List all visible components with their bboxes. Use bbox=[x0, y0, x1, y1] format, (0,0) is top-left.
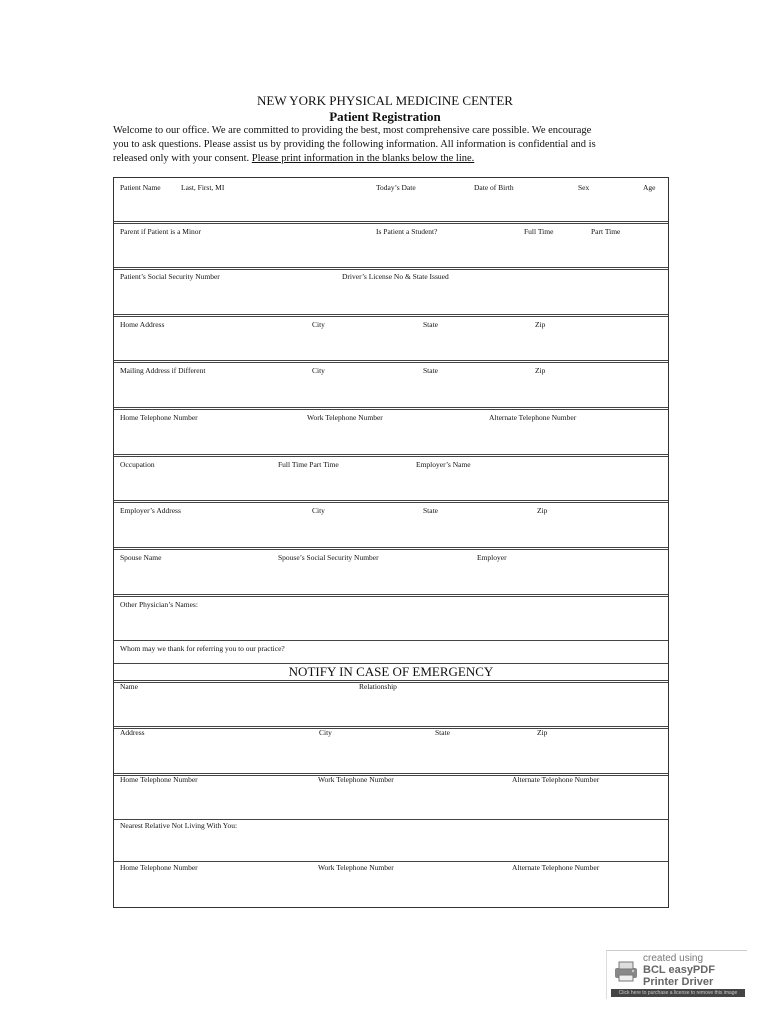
spouse-ssn-label: Spouse’s Social Security Number bbox=[278, 553, 379, 562]
mailing-address-label: Mailing Address if Different bbox=[120, 366, 206, 375]
zip-label: Zip bbox=[535, 320, 546, 329]
intro-line-3a: released only with your consent. bbox=[113, 153, 252, 164]
state-label: State bbox=[423, 506, 438, 515]
row-patient-name[interactable] bbox=[114, 178, 668, 222]
zip-label: Zip bbox=[537, 728, 548, 737]
row-telephone[interactable] bbox=[114, 408, 668, 455]
row-emergency-name[interactable] bbox=[114, 681, 668, 727]
state-label: State bbox=[423, 366, 438, 375]
intro-line-2: you to ask questions. Please assist us by providing the following information. All information is confidential and is bbox=[113, 139, 596, 150]
work-telephone-label: Work Telephone Number bbox=[307, 413, 383, 422]
row-mailing-address[interactable] bbox=[114, 361, 668, 408]
date-of-birth-label: Date of Birth bbox=[474, 183, 514, 192]
row-occupation[interactable] bbox=[114, 455, 668, 501]
occupation-label: Occupation bbox=[120, 460, 155, 469]
patient-name-label: Patient Name bbox=[120, 183, 161, 192]
row-parent-minor[interactable] bbox=[114, 222, 668, 268]
other-physicians-label: Other Physician’s Names: bbox=[120, 600, 198, 609]
employment-type-label: Full Time Part Time bbox=[278, 460, 339, 469]
alternate-telephone-label: Alternate Telephone Number bbox=[512, 775, 600, 784]
row-nearest-relative[interactable] bbox=[114, 820, 668, 862]
employer-address-label: Employer’s Address bbox=[120, 506, 181, 515]
work-telephone-label: Work Telephone Number bbox=[318, 775, 394, 784]
home-telephone-label: Home Telephone Number bbox=[120, 775, 198, 784]
watermark-line-2: BCL easyPDF bbox=[643, 964, 715, 976]
home-telephone-label: Home Telephone Number bbox=[120, 413, 198, 422]
watermark-line-1: created using bbox=[643, 953, 704, 964]
emergency-heading: NOTIFY IN CASE OF EMERGENCY bbox=[288, 664, 494, 679]
form-subtitle: Patient Registration bbox=[329, 109, 441, 124]
city-label: City bbox=[312, 366, 325, 375]
row-employer-address[interactable] bbox=[114, 501, 668, 548]
part-time-label: Part Time bbox=[591, 227, 621, 236]
state-label: State bbox=[435, 728, 450, 737]
form-title: NEW YORK PHYSICAL MEDICINE CENTER bbox=[257, 93, 513, 108]
intro-line-1: Welcome to our office. We are committed to providing the best, most comprehensive care possible. We encourage bbox=[113, 125, 592, 136]
row-spouse[interactable] bbox=[114, 548, 668, 595]
row-relative-telephone[interactable] bbox=[114, 862, 668, 907]
spouse-name-label: Spouse Name bbox=[120, 553, 162, 562]
referral-label: Whom may we thank for referring you to our practice? bbox=[120, 644, 285, 653]
row-referral[interactable] bbox=[114, 641, 668, 664]
watermark-line-3: Printer Driver bbox=[643, 976, 714, 988]
row-ssn[interactable] bbox=[114, 268, 668, 315]
drivers-license-label: Driver’s License No & State Issued bbox=[342, 272, 449, 281]
name-format-label: Last, First, MI bbox=[181, 183, 225, 192]
zip-label: Zip bbox=[535, 366, 546, 375]
full-time-label: Full Time bbox=[524, 227, 554, 236]
todays-date-label: Today’s Date bbox=[376, 183, 416, 192]
city-label: City bbox=[312, 320, 325, 329]
state-label: State bbox=[423, 320, 438, 329]
row-home-address[interactable] bbox=[114, 315, 668, 361]
row-other-physicians[interactable] bbox=[114, 595, 668, 641]
ssn-label: Patient’s Social Security Number bbox=[120, 272, 220, 281]
emergency-address-label: Address bbox=[120, 728, 145, 737]
nearest-relative-label: Nearest Relative Not Living With You: bbox=[120, 821, 238, 830]
relationship-label: Relationship bbox=[359, 682, 397, 691]
city-label: City bbox=[312, 506, 325, 515]
home-address-label: Home Address bbox=[120, 320, 165, 329]
row-emergency-address[interactable] bbox=[114, 727, 668, 774]
city-label: City bbox=[319, 728, 332, 737]
alternate-telephone-label: Alternate Telephone Number bbox=[512, 863, 600, 872]
zip-label: Zip bbox=[537, 506, 548, 515]
registration-form bbox=[113, 177, 669, 908]
watermark-license-bar[interactable]: Click here to purchase a license to remove this image bbox=[611, 989, 745, 997]
intro-line-3 bbox=[113, 152, 673, 166]
is-student-label: Is Patient a Student? bbox=[376, 227, 438, 236]
spouse-employer-label: Employer bbox=[477, 553, 507, 562]
alternate-telephone-label: Alternate Telephone Number bbox=[489, 413, 577, 422]
printer-icon bbox=[613, 959, 639, 983]
age-label: Age bbox=[643, 183, 656, 192]
emergency-section bbox=[114, 664, 668, 681]
row-emergency-telephone[interactable] bbox=[114, 774, 668, 820]
emergency-name-label: Name bbox=[120, 682, 138, 691]
employer-name-label: Employer’s Name bbox=[416, 460, 471, 469]
sex-label: Sex bbox=[578, 183, 590, 192]
work-telephone-label: Work Telephone Number bbox=[318, 863, 394, 872]
easypdf-watermark[interactable] bbox=[606, 950, 747, 999]
home-telephone-label: Home Telephone Number bbox=[120, 863, 198, 872]
parent-label: Parent if Patient is a Minor bbox=[120, 227, 202, 236]
print-instruction: Please print information in the blanks below the line. bbox=[251, 153, 475, 164]
